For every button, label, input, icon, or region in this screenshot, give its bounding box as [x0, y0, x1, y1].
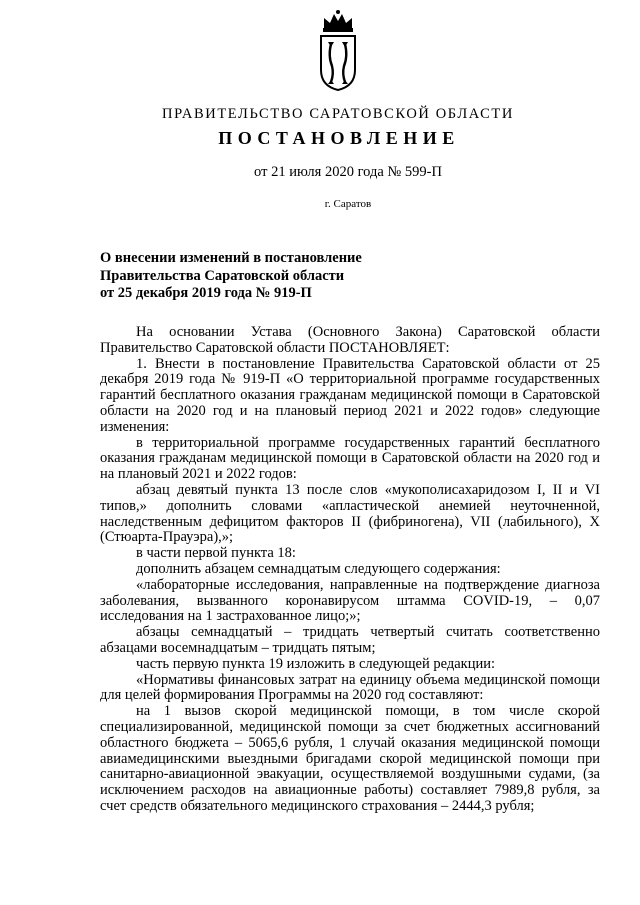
- subject-line: О внесении изменений в постановление: [100, 250, 362, 266]
- government-name: ПРАВИТЕЛЬСТВО САРАТОВСКОЙ ОБЛАСТИ: [162, 106, 514, 122]
- body-paragraph: На основании Устава (Основного Закона) Саратовской области Правительство Саратовской области ПОСТАНОВЛЯЕТ:: [100, 324, 600, 356]
- body-paragraph: в территориальной программе государственных гарантий бесплатного оказания гражданам медицинской помощи в Саратовской области на 2020 год и на плановый 2021 и 2022 годов:: [100, 434, 600, 483]
- decree-city: г. Саратов: [324, 198, 372, 210]
- body-paragraph: абзац девятый пункта 13 после слов «мукополисахаридозом I, II и VI типов,» дополнить словами «апластической анемией неуточненной, наследственным дефицитом факторов II (фибриногена), VII (лабильного), X (Стюарта-Прауэра),»;: [100, 481, 600, 546]
- decree-date-number: от 21 июля 2020 года № 599-П: [254, 164, 442, 180]
- subject-line: от 25 декабря 2019 года № 919-П: [100, 285, 312, 301]
- body-paragraph: 1. Внести в постановление Правительства Саратовской области от 25 декабря 2019 года № 919-П «О территориальной программе государственных гарантий бесплатного оказания гражданам медицинской помощи в Саратовской области на 2020 год и на плановый период 2021 и 2022 годов» следующие изменения:: [100, 355, 600, 435]
- coat-of-arms-icon: [316, 8, 360, 92]
- decree-subject: [100, 250, 520, 303]
- subject-line: Правительства Саратовской области: [100, 267, 345, 284]
- body-paragraph: «лабораторные исследования, направленные на подтверждение диагноза заболевания, вызванного коронавирусом штамма COVID-19, – 0,07 исследования на 1 застрахованное лицо;»;: [100, 576, 600, 625]
- body-paragraph: дополнить абзацем семнадцатым следующего содержания:: [136, 560, 501, 577]
- body-paragraph: на 1 вызов скорой медицинской помощи, в том числе скорой специализированной, медицинской помощи за счет бюджетных ассигнований областного бюджета – 5065,6 рубля, 1 случай оказания медицинской помощи авиамедицинскими выездными бригадами скорой медицинской помощи при санитарно-авиационной эвакуации, осуществляемой воздушными судами, (за исключением расходов на авиационные работы) составляет 7989,8 рубля, за счет средств обязательного медицинского страхования – 2444,3 рубля;: [100, 703, 600, 814]
- body-paragraph: «Нормативы финансовых затрат на единицу объема медицинской помощи для целей формирования Программы на 2020 год составляют:: [100, 671, 600, 704]
- decree-body: [100, 325, 600, 815]
- body-paragraph: часть первую пункта 19 изложить в следующей редакции:: [136, 655, 496, 672]
- body-paragraph: абзацы семнадцатый – тридцать четвертый считать соответственно абзацами восемнадцатым – тридцать пятым;: [100, 624, 600, 656]
- document-type-title: ПОСТАНОВЛЕНИЕ: [218, 128, 460, 148]
- body-paragraph: в части первой пункта 18:: [136, 545, 296, 562]
